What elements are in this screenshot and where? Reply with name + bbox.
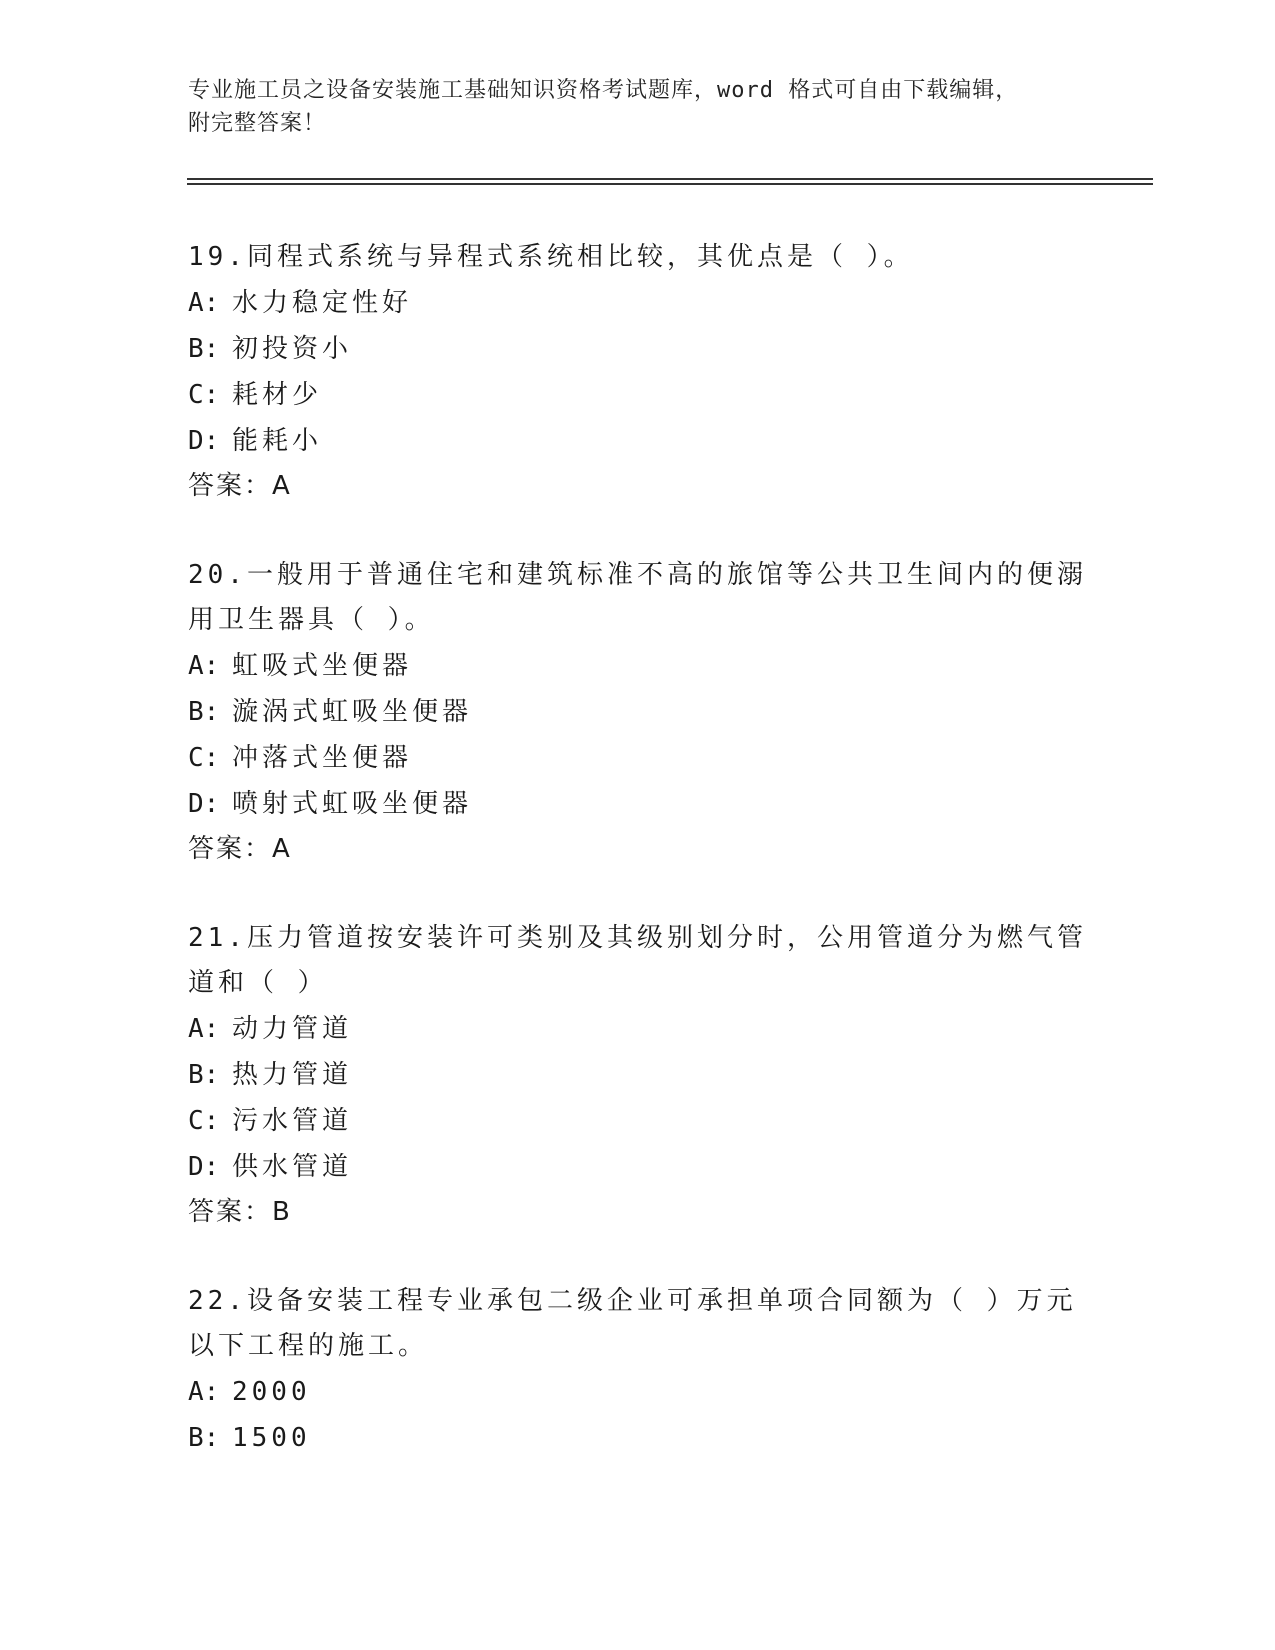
header-divider-bottom bbox=[187, 183, 1153, 185]
option-letter: C: bbox=[188, 1106, 220, 1136]
option-b bbox=[188, 1052, 1088, 1098]
question-21 bbox=[188, 916, 1088, 1234]
option-text: 动力管道 bbox=[232, 1014, 353, 1044]
option-letter: C: bbox=[188, 380, 220, 410]
option-letter: A: bbox=[188, 288, 220, 318]
answer-line: 答案：A bbox=[188, 834, 292, 864]
question-text: 19.同程式系统与异程式系统相比较，其优点是（ ）。 bbox=[188, 242, 914, 272]
option-b bbox=[188, 1415, 1088, 1461]
option-letter: B: bbox=[188, 697, 220, 727]
option-text: 水力稳定性好 bbox=[232, 288, 413, 318]
option-c bbox=[188, 372, 1088, 418]
option-letter: A: bbox=[188, 1377, 220, 1407]
option-text: 虹吸式坐便器 bbox=[232, 651, 413, 681]
question-text: 22.设备安装工程专业承包二级企业可承担单项合同额为（ ）万元以下工程的施工。 bbox=[188, 1286, 1077, 1361]
option-letter: B: bbox=[188, 1060, 220, 1090]
option-text: 2000 bbox=[232, 1377, 311, 1407]
question-list bbox=[188, 235, 1088, 1506]
option-letter: D: bbox=[188, 789, 220, 819]
option-text: 1500 bbox=[232, 1423, 311, 1453]
option-text: 热力管道 bbox=[232, 1060, 353, 1090]
question-19 bbox=[188, 235, 1088, 508]
question-20 bbox=[188, 553, 1088, 871]
option-letter: B: bbox=[188, 1423, 220, 1453]
option-text: 冲落式坐便器 bbox=[232, 743, 413, 773]
answer-line: 答案：B bbox=[188, 1197, 292, 1227]
option-letter: D: bbox=[188, 426, 220, 456]
option-text: 初投资小 bbox=[232, 334, 353, 364]
option-c bbox=[188, 1098, 1088, 1144]
header-line-1: 专业施工员之设备安装施工基础知识资格考试题库，word 格式可自由下载编辑， bbox=[188, 78, 1019, 103]
option-d bbox=[188, 1144, 1088, 1190]
option-b bbox=[188, 689, 1088, 735]
header-line-2: 附完整答案！ bbox=[188, 111, 327, 136]
option-text: 供水管道 bbox=[232, 1152, 353, 1182]
option-letter: B: bbox=[188, 334, 220, 364]
document-header bbox=[188, 74, 1088, 140]
option-text: 耗材少 bbox=[232, 380, 323, 410]
option-d bbox=[188, 418, 1088, 464]
answer-line: 答案：A bbox=[188, 471, 292, 501]
option-a bbox=[188, 643, 1088, 689]
option-a bbox=[188, 280, 1088, 326]
question-text: 21.压力管道按安装许可类别及其级别划分时，公用管道分为燃气管道和（ ） bbox=[188, 923, 1087, 998]
option-text: 能耗小 bbox=[232, 426, 323, 456]
option-a bbox=[188, 1006, 1088, 1052]
option-text: 喷射式虹吸坐便器 bbox=[232, 789, 473, 819]
option-letter: A: bbox=[188, 651, 220, 681]
header-divider-top bbox=[187, 178, 1153, 180]
option-a bbox=[188, 1369, 1088, 1415]
option-letter: A: bbox=[188, 1014, 220, 1044]
option-c bbox=[188, 735, 1088, 781]
option-b bbox=[188, 326, 1088, 372]
option-d bbox=[188, 781, 1088, 827]
option-text: 污水管道 bbox=[232, 1106, 353, 1136]
option-text: 漩涡式虹吸坐便器 bbox=[232, 697, 473, 727]
question-text: 20.一般用于普通住宅和建筑标准不高的旅馆等公共卫生间内的便溺用卫生器具（ ）。 bbox=[188, 560, 1087, 635]
question-22 bbox=[188, 1279, 1088, 1461]
option-letter: D: bbox=[188, 1152, 220, 1182]
option-letter: C: bbox=[188, 743, 220, 773]
